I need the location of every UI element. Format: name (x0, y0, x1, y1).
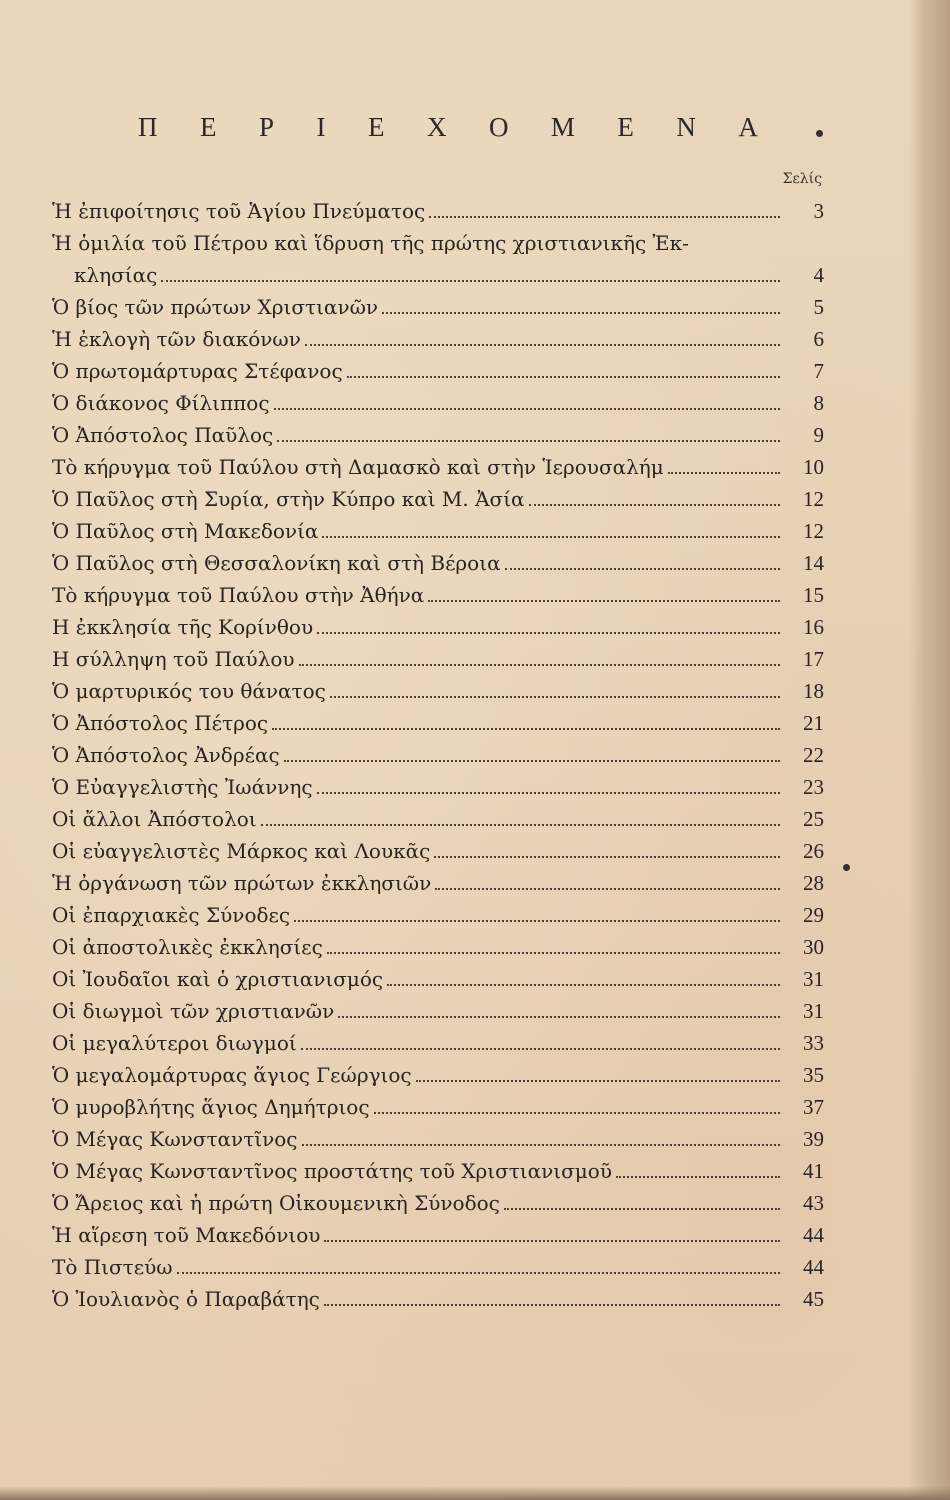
dot-leader (317, 632, 780, 634)
toc-entry (52, 835, 824, 867)
toc-entry-title: Οἱ εὐαγγελιστὲς Μάρκος καὶ Λουκᾶς (52, 839, 431, 863)
toc-entry-title: Τὸ κήρυγμα τοῦ Παύλου στὴ Δαμασκὸ καὶ στὴν Ἱερουσαλήμ (52, 455, 664, 479)
title-letter: Π (138, 112, 158, 142)
toc-entry-title: Οἱ μεγαλύτεροι διωγμοί (52, 1031, 297, 1055)
toc-page-number: 35 (803, 1063, 824, 1087)
toc-entry-title: Η ἐκκλησία τῆς Κορίνθου (52, 615, 314, 639)
dot-leader (529, 504, 780, 506)
dot-leader (272, 728, 780, 730)
title-letter: Ε (617, 112, 634, 142)
toc-entry-title: Ἡ ἐκλογὴ τῶν διακόνων (52, 327, 301, 351)
toc-entry (52, 707, 824, 739)
toc-entry-title: Ἡ ὁμιλία τοῦ Πέτρου καὶ ἵδρυση τῆς πρώτης χριστιανικῆς Ἐκ- (52, 231, 689, 255)
toc-entry-title: Ὁ Εὐαγγελιστὴς Ἰωάννης (52, 775, 313, 799)
toc-entry-title: Οἱ ἐπαρχιακὲς Σύνοδες (52, 903, 291, 927)
title-letter: Χ (426, 112, 447, 142)
toc-entry-title: Ὁ Μέγας Κωνσταντῖνος (52, 1127, 298, 1151)
toc-page-number: 8 (813, 391, 824, 415)
toc-entry-title: Ὁ μυροβλήτης ἅγιος Δημήτριος (52, 1095, 370, 1119)
dot-leader (429, 216, 780, 218)
toc-page-number: 33 (803, 1031, 824, 1055)
toc-entry-title: Ἡ ἐπιφοίτησις τοῦ Ἁγίου Πνεύματος (52, 199, 426, 223)
toc-entry (52, 803, 824, 835)
ink-dot (816, 130, 823, 137)
toc-entry (52, 1187, 824, 1219)
dot-leader (327, 952, 780, 954)
toc-entry (52, 931, 824, 963)
dot-leader (505, 568, 780, 570)
dot-leader (416, 1080, 780, 1082)
dot-leader (324, 1240, 780, 1242)
title-letter: Ι (316, 112, 326, 142)
dot-leader (434, 856, 780, 858)
toc-page-number: 12 (803, 519, 824, 543)
toc-entry-title: Η σύλληψη τοῦ Παύλου (52, 647, 295, 671)
toc-page-number: 37 (803, 1095, 824, 1119)
toc-entry (52, 1283, 824, 1315)
toc-entry-title: Οἱ Ἰουδαῖοι καὶ ὁ χριστιανισμός (52, 967, 384, 991)
dot-leader (299, 664, 780, 666)
toc-entry-title: Τὸ Πιστεύω (52, 1255, 173, 1279)
page-edge-shadow (908, 0, 950, 1500)
title-letter: Ν (676, 112, 696, 142)
toc-entry (52, 291, 824, 323)
dot-leader (274, 408, 780, 410)
toc-page-number: 10 (803, 455, 824, 479)
toc-page-number: 31 (803, 999, 824, 1023)
toc-entry-title: Ἡ αἵρεση τοῦ Μακεδόνιου (52, 1223, 321, 1247)
toc-entry (52, 355, 824, 387)
dot-leader (435, 888, 780, 890)
dot-leader (302, 1144, 781, 1146)
toc-entry (52, 1091, 824, 1123)
dot-leader (161, 280, 780, 282)
dot-leader (382, 312, 780, 314)
toc-entry (52, 547, 824, 579)
toc-entry-title: Ὁ Ἄρειος καὶ ἡ πρώτη Οἰκουμενικὴ Σύνοδος (52, 1191, 500, 1215)
toc-page-number: 23 (803, 775, 824, 799)
toc-entry (52, 387, 824, 419)
toc-entry (52, 1059, 824, 1091)
toc-entry (52, 899, 824, 931)
toc-entry-title: Ὁ Μέγας Κωνσταντῖνος προστάτης τοῦ Χριστιανισμοῦ (52, 1159, 612, 1183)
dot-leader (322, 536, 780, 538)
toc-entry-title: Ὁ Παῦλος στὴ Μακεδονία (52, 519, 319, 543)
toc-page-number: 41 (803, 1159, 824, 1183)
toc-entry (52, 739, 824, 771)
toc-entry-title: Οἱ ἀποστολικὲς ἐκκλησίες (52, 935, 323, 959)
toc-page-number: 26 (803, 839, 824, 863)
toc-entry-title: Ὁ βίος τῶν πρώτων Χριστιανῶν (52, 295, 379, 319)
dot-leader (347, 376, 780, 378)
table-of-contents (52, 195, 824, 1315)
title-letter: Α (738, 112, 758, 142)
toc-entry-title: Ὁ μεγαλομάρτυρας ἅγιος Γεώργιος (52, 1063, 412, 1087)
toc-entry-title: Ὁ πρωτομάρτυρας Στέφανος (52, 359, 343, 383)
dot-leader (668, 472, 780, 474)
dot-leader (305, 344, 780, 346)
dot-leader (317, 792, 780, 794)
dot-leader (338, 1016, 780, 1018)
dot-leader (284, 760, 780, 762)
ink-dot (843, 864, 850, 871)
toc-page-number: 17 (803, 647, 824, 671)
toc-entry (52, 195, 824, 227)
toc-page-number: 15 (803, 583, 824, 607)
toc-entry (52, 1219, 824, 1251)
toc-entry-title: Ὁ μαρτυρικός του θάνατος (52, 679, 326, 703)
toc-page-number: 25 (803, 807, 824, 831)
toc-page-number: 12 (803, 487, 824, 511)
toc-page-number: 14 (803, 551, 824, 575)
page-column-label: Σελίς (782, 171, 822, 187)
title-letter: Ο (488, 112, 509, 142)
toc-entry (52, 451, 824, 483)
toc-entry-title: Ὁ Ἀπόστολος Παῦλος (52, 423, 274, 447)
dot-leader (330, 696, 780, 698)
toc-entry (52, 771, 824, 803)
toc-entry (52, 675, 824, 707)
toc-entry (52, 643, 824, 675)
toc-entry-title-continued: κλησίας (74, 263, 158, 287)
toc-entry (52, 963, 824, 995)
dot-leader (261, 824, 780, 826)
toc-entry-title: Ὁ Ἀπόστολος Πέτρος (52, 711, 269, 735)
toc-page-number: 45 (803, 1287, 824, 1311)
toc-page-number: 43 (803, 1191, 824, 1215)
toc-entry-title: Ὁ Ἰουλιανὸς ὁ Παραβάτης (52, 1287, 320, 1311)
dot-leader (294, 920, 780, 922)
toc-entry (52, 579, 824, 611)
toc-page-number: 44 (803, 1255, 824, 1279)
toc-page-number: 30 (803, 935, 824, 959)
toc-entry (52, 227, 824, 291)
toc-entry (52, 1027, 824, 1059)
toc-page-number: 5 (813, 295, 824, 319)
page-bottom-shadow (0, 1486, 950, 1500)
toc-entry-title: Οἱ ἄλλοι Ἀπόστολοι (52, 807, 257, 831)
toc-entry-title: Οἱ διωγμοὶ τῶν χριστιανῶν (52, 999, 335, 1023)
dot-leader (177, 1272, 780, 1274)
toc-page-number: 29 (803, 903, 824, 927)
toc-entry-title: Ὁ Ἀπόστολος Ἀνδρέας (52, 743, 280, 767)
toc-entry (52, 515, 824, 547)
toc-entry-title: Ὁ διάκονος Φίλιππος (52, 391, 270, 415)
dot-leader (277, 440, 780, 442)
dot-leader (324, 1304, 780, 1306)
title-letter: Ε (367, 112, 385, 142)
toc-entry (52, 1155, 824, 1187)
toc-entry (52, 419, 824, 451)
toc-entry (52, 1123, 824, 1155)
dot-leader (616, 1176, 780, 1178)
toc-entry (52, 323, 824, 355)
toc-entry (52, 867, 824, 899)
toc-page-number: 3 (813, 199, 824, 223)
toc-page-number: 28 (803, 871, 824, 895)
title-letter: Ρ (258, 112, 274, 142)
toc-entry (52, 995, 824, 1027)
toc-page-number: 7 (813, 359, 824, 383)
toc-page-number: 4 (813, 263, 824, 287)
toc-page-number: 39 (803, 1127, 824, 1151)
toc-page-number: 18 (803, 679, 824, 703)
title-letter: Ε (199, 112, 217, 142)
toc-page-number: 44 (803, 1223, 824, 1247)
toc-entry (52, 611, 824, 643)
toc-entry (52, 483, 824, 515)
toc-page-number: 22 (803, 743, 824, 767)
dot-leader (428, 600, 780, 602)
title-letter: Μ (550, 112, 575, 142)
toc-entry-title: Ἡ ὀργάνωση τῶν πρώτων ἐκκλησιῶν (52, 871, 432, 895)
dot-leader (301, 1048, 780, 1050)
toc-entry-title: Ὁ Παῦλος στὴ Θεσσαλονίκη καὶ στὴ Βέροια (52, 551, 501, 575)
toc-entry (52, 1251, 824, 1283)
toc-page-number: 31 (803, 967, 824, 991)
toc-page-number: 21 (803, 711, 824, 735)
toc-page-number: 6 (813, 327, 824, 351)
toc-entry-title: Ὁ Παῦλος στὴ Συρία, στὴν Κύπρο καὶ Μ. Ἀσία (52, 487, 525, 511)
dot-leader (504, 1208, 780, 1210)
page-title (138, 112, 758, 143)
toc-entry-title: Τὸ κήρυγμα τοῦ Παύλου στὴν Ἀθήνα (52, 583, 425, 607)
toc-page-number: 9 (813, 423, 824, 447)
toc-page-number: 16 (803, 615, 824, 639)
dot-leader (374, 1112, 780, 1114)
dot-leader (387, 984, 780, 986)
